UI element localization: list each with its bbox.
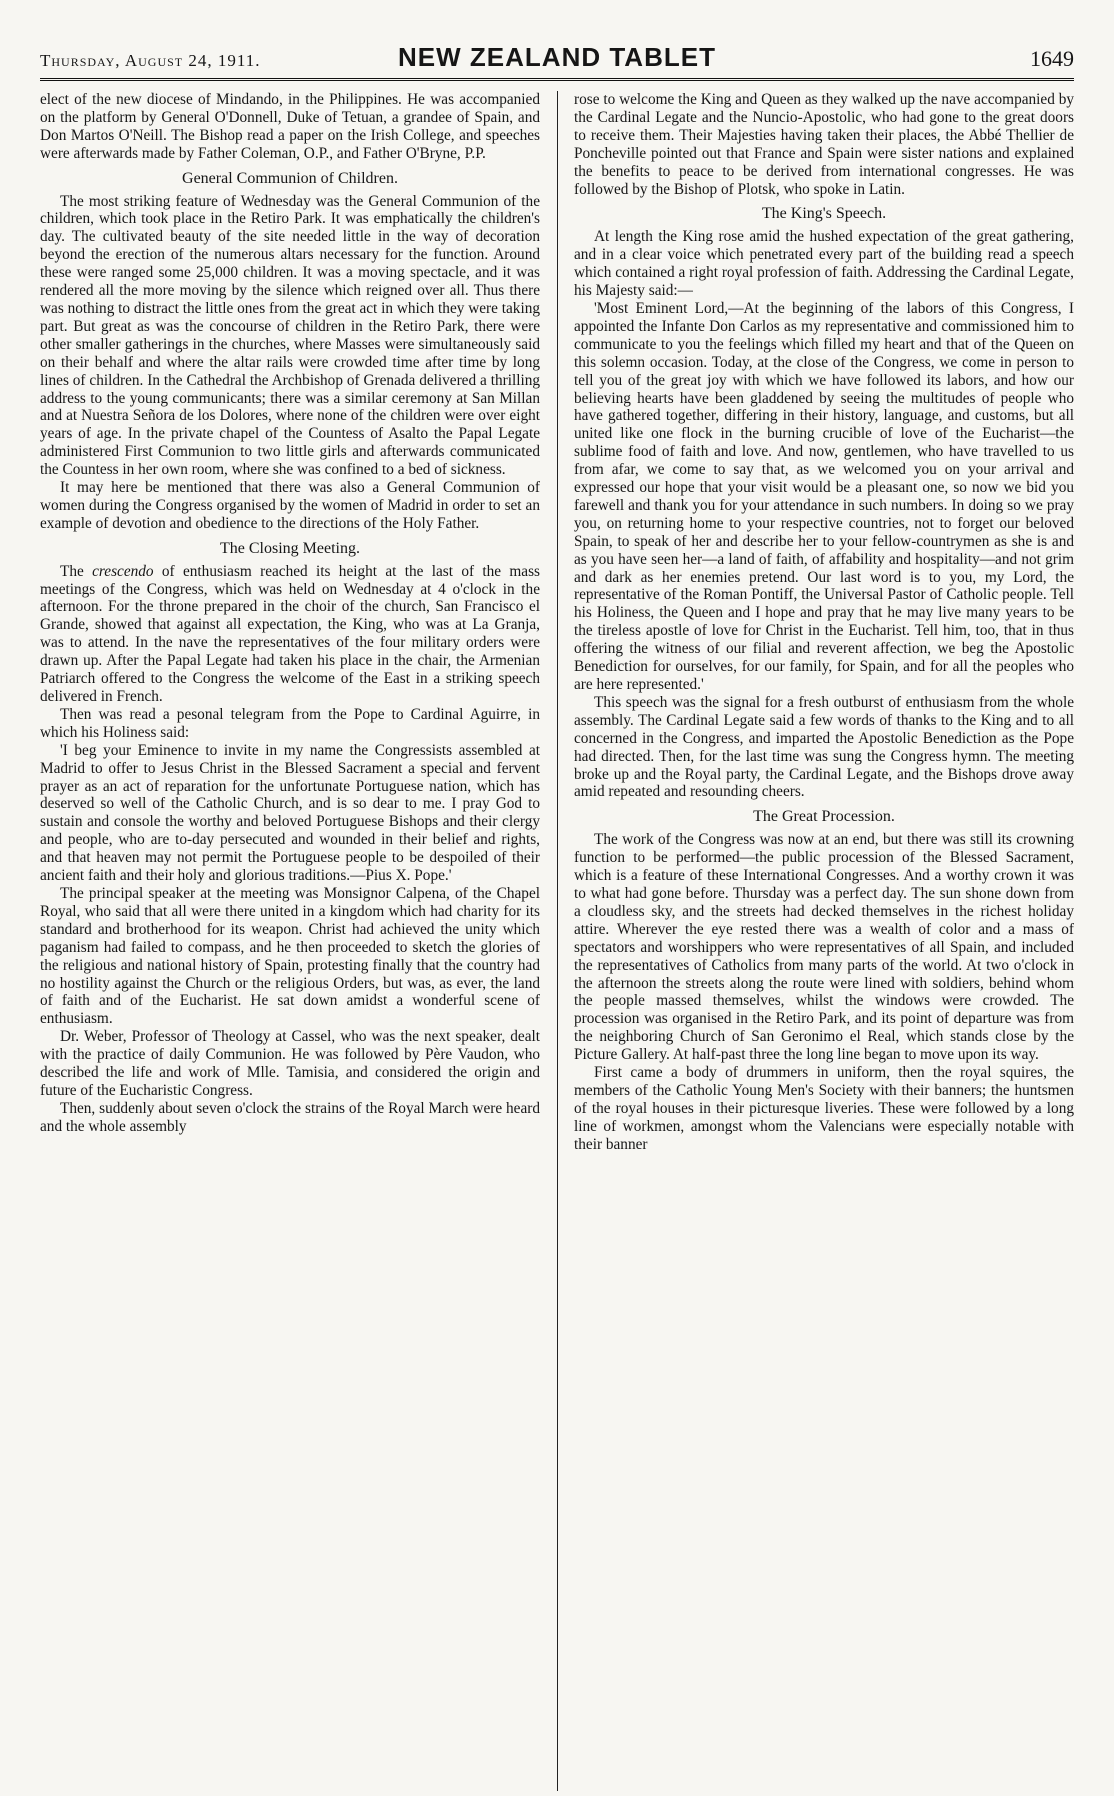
paragraph: The principal speaker at the meeting was Monsignor Calpena, of the Chapel Royal, who said that all were there united in a kingdom which had charity for its standard and brotherhood for its weapon. Christ had achieved the unity which paganism had failed to compass, and he then proceeded to sketch the glories of the religious and national history of Spain, protesting finally that the country had no hostility against the Church or the religious Orders, but was, as ever, the land of faith and of the Eucharist. He sat down amidst a wonderful scene of enthusiasm. [40,884,540,1028]
text-run: The [60,562,93,580]
section-heading: The Closing Meeting. [220,539,360,557]
paragraph: At length the King rose amid the hushed expectation of the great gathering, and in a clear voice which penetrated every part of the building read a speech which contained a right royal profession of faith. Addressing the Cardinal Legate, his Majesty said:— [574,228,1074,300]
paragraph: Then was read a pesonal telegram from the Pope to Cardinal Aguirre, in which his Holiness said: [40,705,540,741]
paragraph [40,563,540,706]
paragraph: The most striking feature of Wednesday was the General Communion of the children, which took place in the Retiro Park. It was emphatically the children's day. The cultivated beauty of the site needed little in the way of decoration beyond the erection of the numerous altars necessary for the function. Around these were ranged some 25,000 children. It was a moving spectacle, and it was rendered all the more moving by the silence which reigned over all. Thus there was nothing to distract the little ones from the great act in which they were taking part. But great as was the concourse of children in the Retiro Park, there were other smaller gatherings in the churches, where Masses were simultaneously said on their behalf and where the altar rails were crowded time after time by long lines of children. In the Cathedral the Archbishop of Grenada delivered a thrilling address to the young communicants; there was a similar ceremony at San Millan and at Nuestra Señora de los Dolores, where none of the children were over eight years of age. In the private chapel of the Countess of Asalto the Papal Legate administered First Communion to two little girls and afterwards communicated the Countess in her own room, where she was confined to a bed of sickness. [40,192,540,479]
paragraph: 'I beg your Eminence to invite in my name the Congressists assembled at Madrid to offer to Jesus Christ in the Blessed Sacrament a special and fervent prayer as an act of reparation for the unfortunate Portuguese nation, which has deserved so well of the Catholic Church, and is so dear to me. I pray God to sustain and console the worthy and beloved Portuguese Bishops and their clergy and people, who are to-day persecuted and wounded in their belief and rights, and that heaven may not permit the Portuguese people to be despoiled of their ancient faith and their holy and glorious traditions.—Pius X. Pope.' [40,741,540,885]
publication-title: NEW ZEALAND TABLET [398,42,716,72]
column-divider [557,91,558,1791]
page-number: 1649 [1030,46,1074,71]
paragraph: elect of the new diocese of Mindando, in the Philippines. He was accompanied on the platform by General O'Donnell, Duke of Tetuan, a grandee of Spain, and Don Martos O'Neill. The Bishop read a paper on the Irish College, and speeches were afterwards made by Father Coleman, O.P., and Father O'Bryne, P.P. [40,91,540,162]
paragraph: 'Most Eminent Lord,—At the beginning of the labors of this Congress, I appointed the Infante Don Carlos as my representative and commissioned him to communicate to you the feelings which filled my heart and that of the Queen on this solemn occasion. Today, at the close of the Congress, we come in person to tell you of the great joy with which we have followed its labors, and how our believing hearts have been gladdened by seeing the multitudes of people who have gathered together, differing in their history, language, and customs, but all united like one flock in the burning crucible of love of the Eucharist—the sublime food of faith and love. And now, gentlemen, who have travelled to us from afar, we come to say that, as we welcomed you on your arrival and expressed our hope that your visit would be a pleasant one, so now we bid you farewell and thank you for your attendance in such numbers. In doing so we pray you, on returning home to your respective countries, not to forget our beloved Spain, to speak of her and describe her to your fellow-countrymen as she is and as you have seen her—a land of faith, of affability and hospitality—and not grim and dark as her enemies pretend. Our last word is to you, my Lord, the representative of the Roman Pontiff, the Universal Pastor of Catholic people. Tell his Holiness, the Queen and I hope and pray that he may live many years to be the tireless apostle of love for Christ in the Eucharist. Tell him, too, that in thus offering the witness of our filial and reverent affection, we beg the Apostolic Benediction for ourselves, for our family, for Spain, and for all the peoples who are here represented.' [574,299,1074,693]
issue-date: Thursday, August 24, 1911. [40,51,261,70]
italic-word: crescendo [92,562,154,580]
left-column [40,91,540,1791]
paragraph: Dr. Weber, Professor of Theology at Cassel, who was the next speaker, dealt with the practice of daily Communion. He was followed by Père Vaudon, who described the life and work of Mlle. Tamisia, and considered the origin and future of the Eucharistic Congress. [40,1028,540,1099]
paragraph: First came a body of drummers in uniform, then the royal squires, the members of the Catholic Young Men's Society with their banners; the huntsmen of the royal houses in their picturesque liveries. These were followed by a long line of workmen, amongst whom the Valencians were especially notable with their banner [574,1064,1074,1153]
section-heading: The Great Procession. [753,808,895,826]
paragraph: The work of the Congress was now at an end, but there was still its crowning function to be performed—the public procession of the Blessed Sacrament, which is a feature of these International Congresses. And a worthy crown it was to what had gone before. Thursday was a perfect day. The sun shone down from a cloudless sky, and the streets had decked themselves in the richest holiday attire. Wherever the eye rested there was a wealth of color and a mass of spectators and worshippers who were representatives of all Spain, and included the representatives of Catholics from many parts of the world. At two o'clock in the afternoon the streets along the route were lined with soldiers, behind whom the people massed themselves, whilst the windows were crowded. The procession was organised in the Retiro Park, and its point of departure was from the neighboring Church of San Geronimo el Real, which stands close by the Picture Gallery. At half-past three the long line began to move upon its way. [574,831,1074,1064]
section-heading: The King's Speech. [761,205,887,223]
masthead-rule [40,78,1074,81]
paragraph: Then, suddenly about seven o'clock the strains of the Royal March were heard and the whole assembly [40,1099,540,1135]
text-run: of enthusiasm reached its height at the last of the mass meetings of the Congress, which was held on Wednesday at 4 o'clock in the afternoon. For the throne prepared in the choir of the church, San Francisco el Grande, showed that against all expectation, the King, who was at La Granja, was to attend. In the nave the representatives of the four military orders were drawn up. After the Papal Legate had taken his place in the chair, the Armenian Patriarch offered to the Congress the welcome of the East in a striking speech delivered in French. [40,562,540,705]
paragraph: This speech was the signal for a fresh outburst of enthusiasm from the whole assembly. The Cardinal Legate said a few words of thanks to the King and to all concerned in the Congress, and imparted the Apostolic Benediction as the Pope had directed. Then, for the last time was sung the Congress hymn. The meeting broke up and the Royal party, the Cardinal Legate, and the Bishops drove away amid repeated and resounding cheers. [574,693,1074,801]
section-heading: General Communion of Children. [182,169,398,187]
article-columns [40,91,1074,1791]
paragraph: rose to welcome the King and Queen as they walked up the nave accompanied by the Cardinal Legate and the Nuncio-Apostolic, who had gone to the great doors to receive them. Their Majesties having taken their places, the Abbé Thellier de Poncheville pointed out that France and Spain were sister nations and explained the benefits to peace to be derived from international congresses. He was followed by the Bishop of Plotsk, who spoke in Latin. [574,91,1074,198]
masthead [40,42,1074,70]
paragraph: It may here be mentioned that there was also a General Communion of women during the Congress organised by the women of Madrid in order to set an example of devotion and obedience to the directions of the Holy Father. [40,479,540,532]
right-column [574,91,1074,1791]
